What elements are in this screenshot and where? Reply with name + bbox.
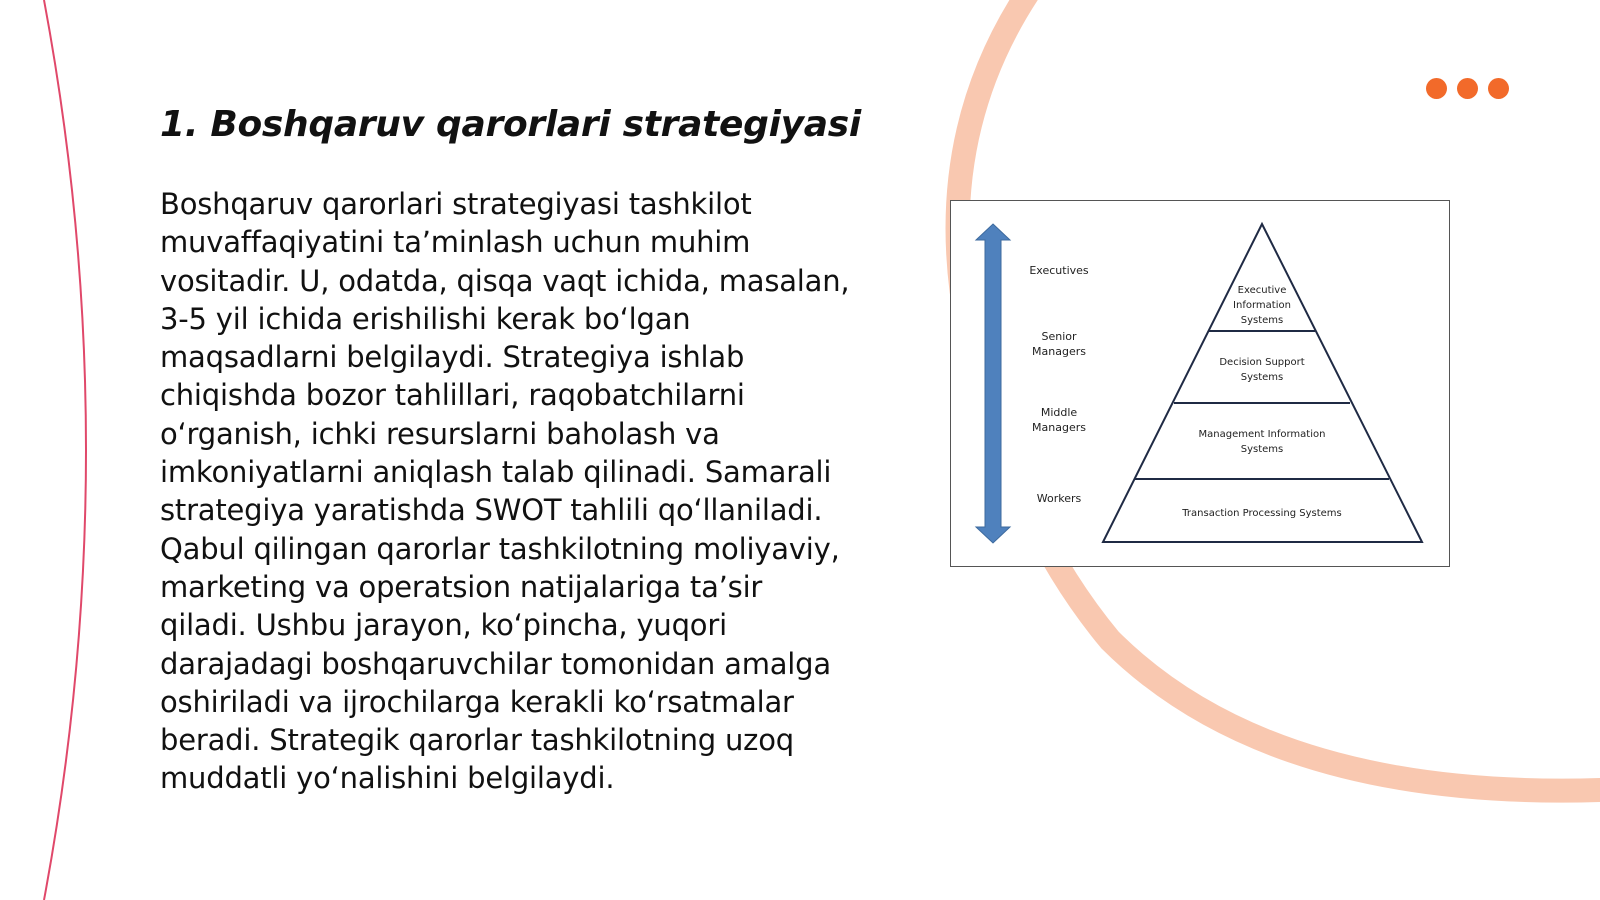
decorative-dots (1426, 78, 1516, 102)
role-label-workers: Workers (1036, 492, 1082, 505)
tier-label-dss-2: Systems (1240, 372, 1284, 383)
left-arc-line (44, 0, 86, 900)
role-label-executives: Executives (1029, 264, 1089, 277)
role-label-middle-managers-2: Managers (1032, 421, 1086, 434)
pyramid-diagram (950, 200, 1450, 567)
tier-label-eis-1: Executive (1237, 285, 1287, 296)
dot-1 (1426, 78, 1447, 99)
dot-3 (1488, 78, 1509, 99)
role-label-senior-managers-2: Managers (1032, 345, 1086, 358)
slide-title: 1. Boshqaruv qarorlari strategiyasi (160, 104, 861, 145)
tier-label-dss-1: Decision Support (1219, 357, 1305, 368)
body-paragraph: Boshqaruv qarorlari strategiyasi tashkilot muvaffaqiyatini ta’minlash uchun muhim vositadir. U, odatda, qisqa vaqt ichida, masalan, 3-5 yil ichida erishilishi kerak bo‘lgan maqsadlarni belgilaydi. Strategiya ishlab chiqishda bozor tahlillari, raqobatchilarni o‘rganish, ichki resurslarni baholash va imkoniyatlarni aniqlash talab qilinadi. Samarali strategiya yaratishda SWOT tahlili qo‘llaniladi. Qabul qilingan qarorlar tashkilotning moliyaviy, marketing va operatsion natijalariga ta’sir qiladi. Ushbu jarayon, ko‘pincha, yuqori darajadagi boshqaruvchilar tomonidan amalga oshiriladi va ijrochilarga kerakli ko‘rsatmalar beradi. Strategik qarorlar tashkilotning uzoq muddatli yo‘nalishini belgilaydi. (160, 187, 850, 796)
role-label-middle-managers-1: Middle (1040, 406, 1078, 419)
role-label-senior-managers-1: Senior (1041, 330, 1077, 343)
tier-label-eis-2: Information (1233, 300, 1291, 311)
tier-label-eis-3: Systems (1240, 315, 1284, 326)
tier-label-tps: Transaction Processing Systems (1182, 508, 1342, 519)
pyramid-diagram-svg (950, 200, 1450, 567)
tier-label-mis-1: Management Information (1198, 429, 1326, 440)
tier-label-mis-2: Systems (1240, 444, 1284, 455)
dot-2 (1457, 78, 1478, 99)
